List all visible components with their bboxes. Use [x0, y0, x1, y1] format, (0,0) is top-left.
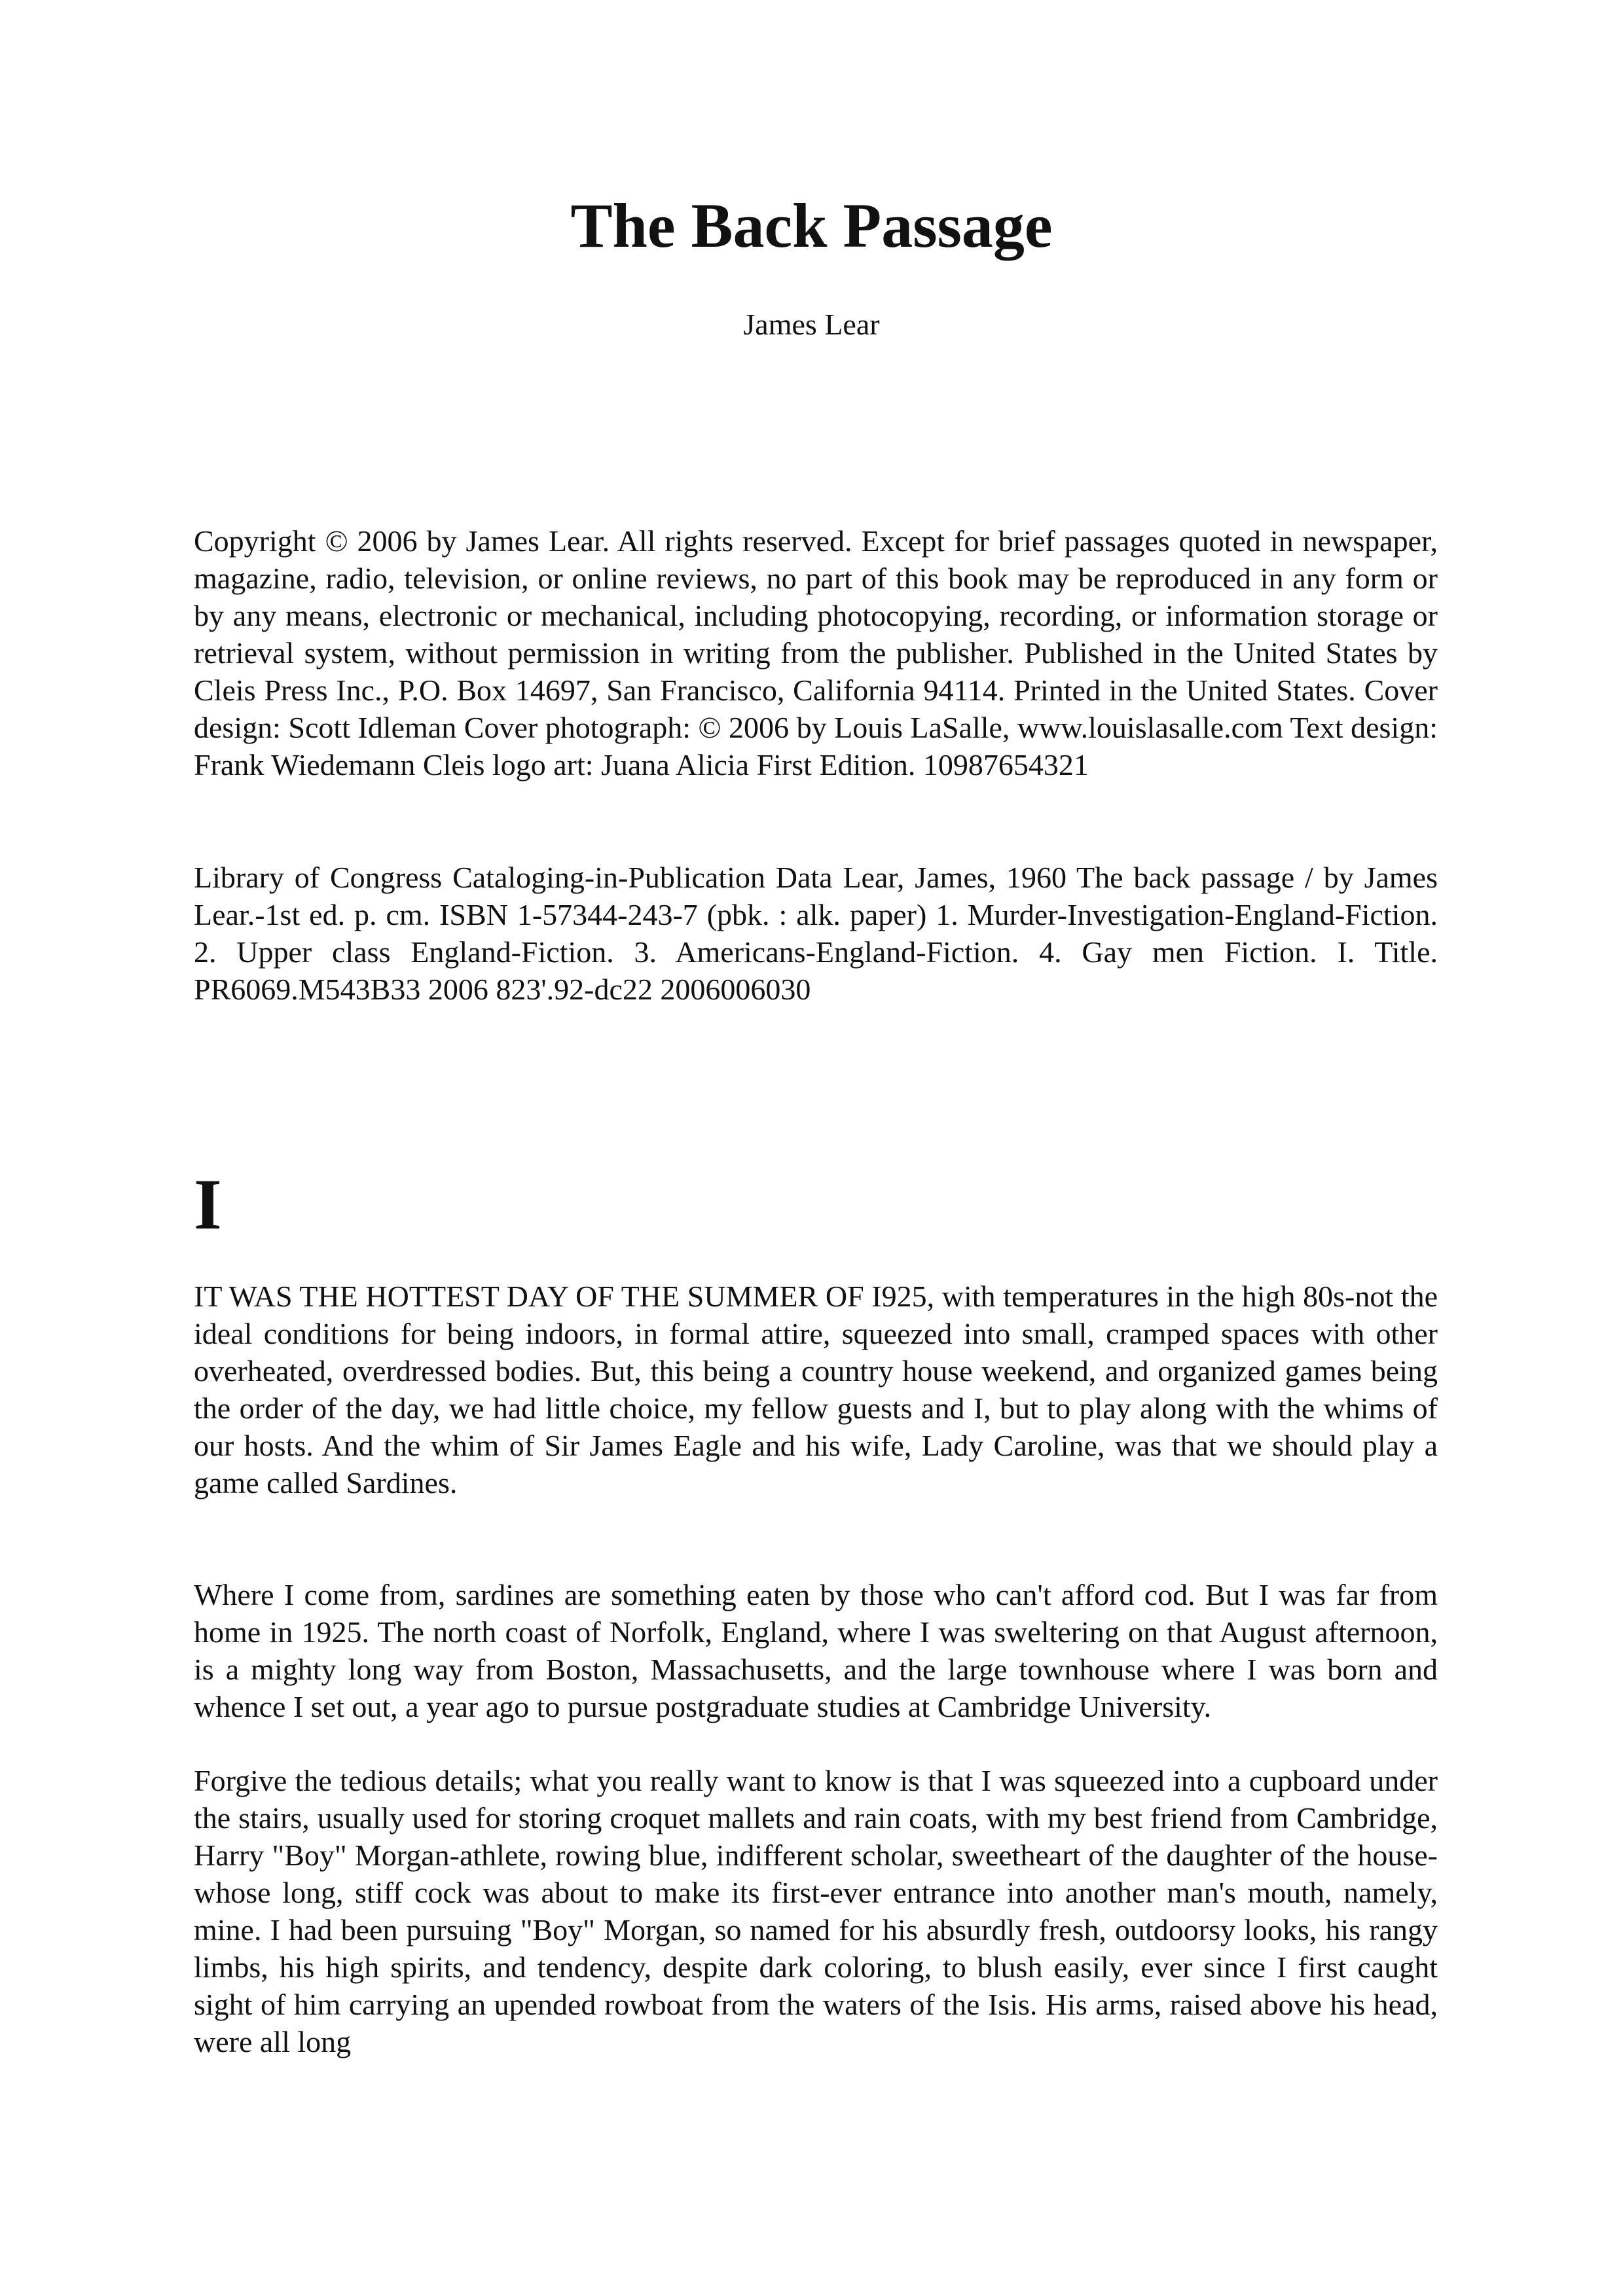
chapter-heading: I	[194, 1164, 222, 1244]
body-paragraph: Forgive the tedious details; what you really want to know is that I was squeezed into a cupboard under the stairs, usually used for storing croquet mallets and rain coats, with my best friend from Cambridge, Harry "Boy" Morgan-athlete, rowing blue, indifferent scholar, sweetheart of the daughter of the house-whose long, stiff cock was about to make its first-ever entrance into another man's mouth, namely, mine. I had been pursuing "Boy" Morgan, so named for his absurdly fresh, outdoorsy looks, his rangy limbs, his high spirits, and tendency, despite dark coloring, to blush easily, ever since I first caught sight of him carrying an upended rowboat from the waters of the Isis. His arms, raised above his head, were all long	[194, 1764, 1438, 2058]
body-paragraph: IT WAS THE HOTTEST DAY OF THE SUMMER OF I925, with temperatures in the high 80s-not the ideal conditions for being indoors, in formal attire, squeezed into small, cramped spaces with other overheated, overdressed bodies. But, this being a country house weekend, and organized games being the order of the day, we had little choice, my fellow guests and I, but to play along with the whims of our hosts. And the whim of Sir James Eagle and his wife, Lady Caroline, was that we should play a game called Sardines.	[194, 1280, 1438, 1499]
book-title: The Back Passage	[570, 190, 1053, 260]
author-name: James Lear	[743, 308, 880, 341]
copyright-notice: Copyright © 2006 by James Lear. All rights reserved. Except for brief passages quoted in newspaper, magazine, radio, television, or online reviews, no part of this book may be reproduced in any form or by any means, electronic or mechanical, including photocopying, recording, or information storage or retrieval system, without permission in writing from the publisher. Published in the United States by Cleis Press Inc., P.O. Box 14697, San Francisco, California 94114. Printed in the United States. Cover design: Scott Idleman Cover photograph: © 2006 by Louis LaSalle, www.louislasalle.com Text design: Frank Wiedemann Cleis logo art: Juana Alicia First Edition. 10987654321	[194, 524, 1438, 781]
body-paragraph: Where I come from, sardines are something eaten by those who can't afford cod. But I was far from home in 1925. The north coast of Norfolk, England, where I was sweltering on that August afternoon, is a mighty long way from Boston, Massachusetts, and the large townhouse where I was born and whence I set out, a year ago to pursue postgraduate studies at Cambridge University.	[194, 1578, 1438, 1723]
cataloging-data: Library of Congress Cataloging-in-Publication Data Lear, James, 1960 The back passage / by James Lear.-1st ed. p. cm. ISBN 1-57344-243-7 (pbk. : alk. paper) 1. Murder-Investigation-England-Fiction. 2. Upper class England-Fiction. 3. Americans-England-Fiction. 4. Gay men Fiction. I. Title. PR6069.M543B33 2006 823'.92-dc22 2006006030	[194, 861, 1438, 1006]
